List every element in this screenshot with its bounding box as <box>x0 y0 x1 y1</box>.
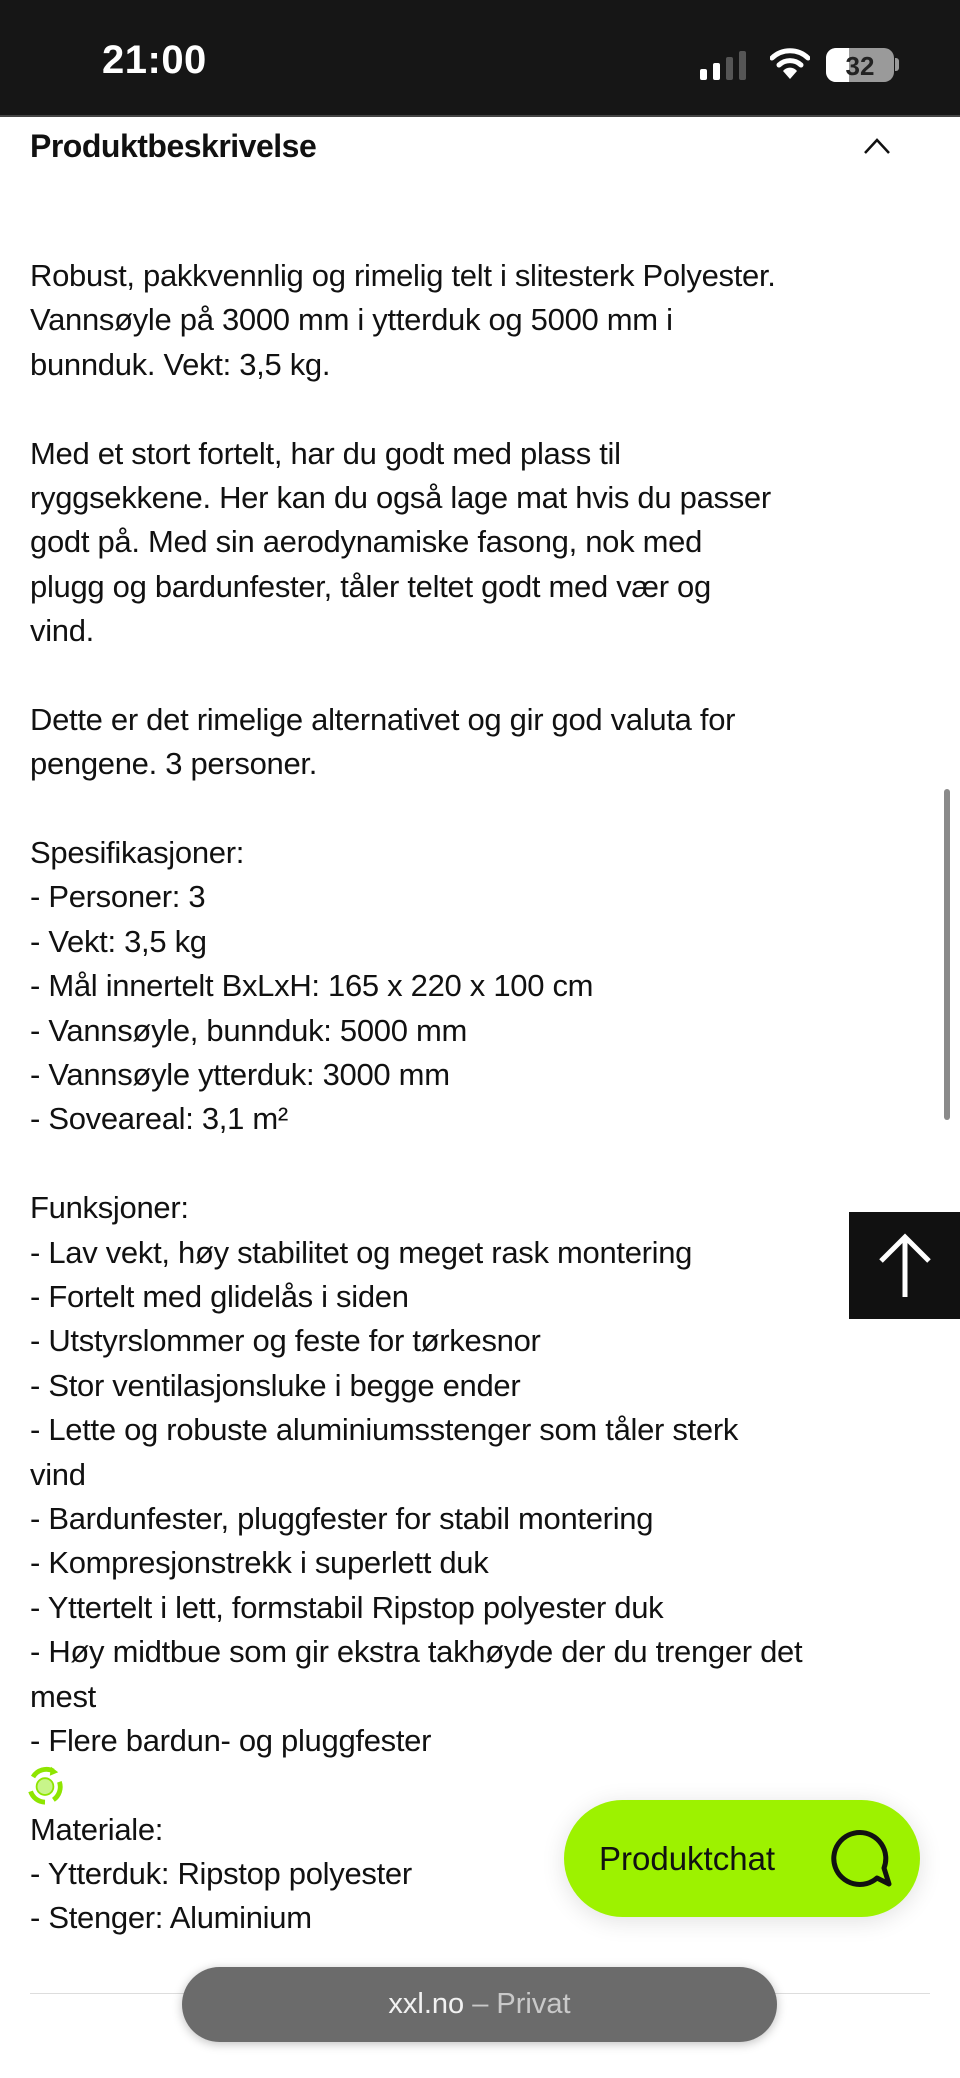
blank-line <box>30 1142 802 1186</box>
cellular-signal-icon <box>700 52 748 80</box>
description-line: - Ytterduk: Ripstop polyester <box>30 1856 412 1892</box>
description-line: - Yttertelt i lett, formstabil Ripstop polyester duk <box>30 1589 664 1625</box>
arrow-up-icon <box>875 1231 935 1301</box>
blank-line <box>30 387 802 431</box>
description-line: ryggsekkene. Her kan du også lage mat hvis du passer <box>30 479 771 515</box>
recycle-icon[interactable] <box>24 1765 66 1807</box>
status-bar <box>0 0 960 117</box>
product-chat-button[interactable] <box>564 1800 920 1917</box>
description-line: bunnduk. Vekt: 3,5 kg. <box>30 346 331 382</box>
section-title: Produktbeskrivelse <box>30 128 317 164</box>
back-to-top-button[interactable] <box>849 1212 960 1319</box>
description-line: - Vannsøyle ytterduk: 3000 mm <box>30 1057 450 1093</box>
description-line: - Fortelt med glidelås i siden <box>30 1278 409 1314</box>
description-line: vind. <box>30 613 94 649</box>
description-line: - Vekt: 3,5 kg <box>30 923 207 959</box>
description-line: Funksjoner: <box>30 1190 189 1226</box>
battery-level: 32 <box>845 51 875 81</box>
description-line: plugg og bardunfester, tåler teltet godt med vær og <box>30 568 711 604</box>
blank-line <box>30 787 802 831</box>
description-line: godt på. Med sin aerodynamiske fasong, nok med <box>30 524 703 560</box>
description-line: Dette er det rimelige alternativet og gir god valuta for <box>30 701 736 737</box>
description-line: vind <box>30 1456 86 1492</box>
blank-line <box>30 654 802 698</box>
chat-bubble-icon <box>829 1828 893 1892</box>
description-line: - Stenger: Aluminium <box>30 1900 312 1936</box>
description-line: - Lette og robuste aluminiumsstenger som tåler sterk <box>30 1412 739 1448</box>
chevron-up-icon[interactable] <box>862 136 892 156</box>
status-time: 21:00 <box>102 38 207 82</box>
description-line: - Flere bardun- og pluggfester <box>30 1722 432 1758</box>
description-line: - Personer: 3 <box>30 879 206 915</box>
description-line: - Vannsøyle, bunnduk: 5000 mm <box>30 1012 468 1048</box>
description-line: - Mål innertelt BxLxH: 165 x 220 x 100 cm <box>30 968 594 1004</box>
battery-icon <box>826 48 894 82</box>
description-line: Materiale: <box>30 1811 164 1847</box>
description-line: - Utstyrslommer og feste for tørkesnor <box>30 1323 541 1359</box>
description-line: - Høy midtbue som gir ekstra takhøyde der du trenger det <box>30 1634 803 1670</box>
description-line: - Soveareal: 3,1 m² <box>30 1101 288 1137</box>
product-chat-label: Produktchat <box>599 1840 776 1877</box>
browsing-mode: – Privat <box>472 1988 571 2020</box>
description-line: Med et stort fortelt, har du godt med plass til <box>30 435 621 471</box>
description-line: - Stor ventilasjonsluke i begge ender <box>30 1367 521 1403</box>
description-line: mest <box>30 1678 96 1714</box>
wifi-icon <box>770 46 810 80</box>
scrollbar[interactable] <box>944 789 950 1120</box>
description-line: pengene. 3 personer. <box>30 746 318 782</box>
url-bar[interactable] <box>182 1967 777 2042</box>
product-description <box>30 254 802 1941</box>
description-line: Vannsøyle på 3000 mm i ytterduk og 5000 mm i <box>30 302 673 338</box>
description-line: Spesifikasjoner: <box>30 835 245 871</box>
description-line: - Bardunfester, pluggfester for stabil montering <box>30 1500 654 1536</box>
description-line: - Lav vekt, høy stabilitet og meget rask montering <box>30 1234 693 1270</box>
description-line: Robust, pakkvennlig og rimelig telt i slitesterk Polyester. <box>30 258 776 293</box>
description-line: - Kompresjonstrekk i superlett duk <box>30 1545 489 1581</box>
url-host: xxl.no <box>388 1988 465 2020</box>
